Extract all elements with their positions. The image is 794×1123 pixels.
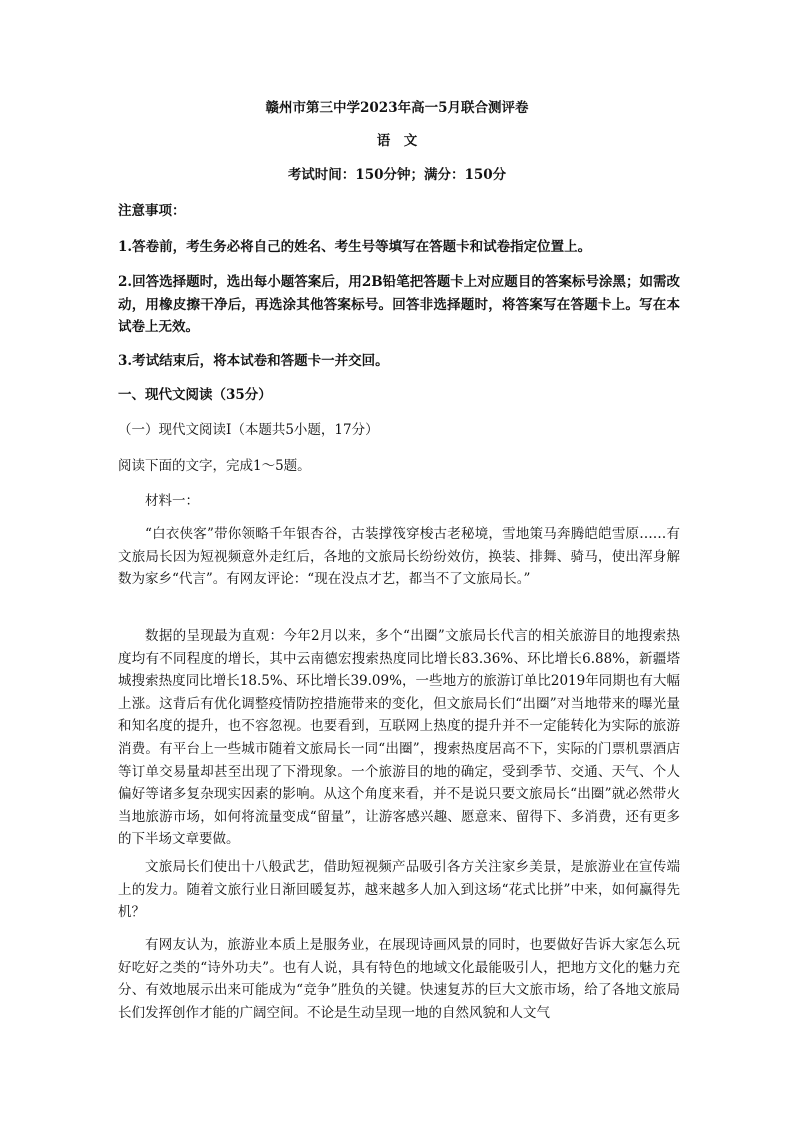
note-item-2: 2.回答选择题时，选出每小题答案后，用2B铅笔把答题卡上对应题目的答案标号涂黑；如需改动，用橡皮擦干净后，再选涂其他答案标号。回答非选择题时，将答案写在答题卡上。写在本试卷上无效。 xyxy=(118,274,680,336)
note-item-3: 3.考试结束后，将本试卷和答题卡一并交回。 xyxy=(118,353,389,369)
notes-heading: 注意事项： xyxy=(118,203,186,219)
subject-title: 语 文 xyxy=(376,133,418,149)
material-paragraph-4: 有网友认为，旅游业本质上是服务业，在展现诗画风景的同时，也要做好告诉大家怎么玩好吃好之类的“诗外功夫”。也有人说，具有特色的地域文化最能吸引人，把地方文化的魅力充分、有效地展示出来可能成为“竞争”胜负的关键。快速复苏的巨大文旅市场，给了各地文旅局长们发挥创作才能的广阔空间。不论是生动呈现一地的自然风貌和人文气 xyxy=(118,937,680,1021)
material-paragraph-3: 文旅局长们使出十八般武艺，借助短视频产品吸引各方关注家乡美景，是旅游业在宣传端上的发力。随着文旅行业日渐回暖复苏，越来越多人加入到这场“花式比拼”中来，如何赢得先机？ xyxy=(118,859,680,921)
material-paragraph-1: “白衣侠客”带你领略千年银杏谷，古装撑筏穿梭古老秘境，雪地策马奔腾皑皑雪原……有文旅局长因为短视频意外走红后，各地的文旅局长纷纷效仿，换装、排舞、骑马，使出浑身解数为家乡“代言”。有网友评论：“现在没点才艺，都当不了文旅局长。” xyxy=(118,526,680,588)
material-label: 材料一： xyxy=(145,493,199,509)
section-heading: 一、现代文阅读（35分） xyxy=(118,387,272,403)
exam-info: 考试时间：150分钟；满分：150分 xyxy=(287,167,507,183)
material-paragraph-2: 数据的呈现最为直观：今年2月以来，多个“出圈”文旅局长代言的相关旅游目的地搜索热度均有不同程度的增长，其中云南德宏搜索热度同比增长83.36%、环比增长6.88%，新疆塔城搜索热度同比增长18.5%、环比增长39.09%，一些地方的旅游订单比2019年同期也有大幅上涨。这背后有优化调整疫情防控措施带来的变化，但文旅局长们“出圈”对当地带来的曝光量和知名度的提升，也不容忽视。也要看到，互联网上热度的提升并不一定能转化为实际的旅游消费。有平台上一些城市随着文旅局长一同“出圈”，搜索热度居高不下，实际的门票机票酒店等订单交易量却甚至出现了下滑现象。一个旅游目的地的确定，受到季节、交通、天气、个人偏好等诸多复杂现实因素的影响。从这个角度来看，并不是说只要文旅局长“出圈”就必然带火当地旅游市场，如何将流量变成“留量”，让游客感兴趣、愿意来、留得下、多消费，还有更多的下半场文章要做。 xyxy=(118,628,680,848)
reading-instruction: 阅读下面的文字，完成1～5题。 xyxy=(118,458,311,474)
note-item-1: 1.答卷前，考生务必将自己的姓名、考生号等填写在答题卡和试卷指定位置上。 xyxy=(118,239,592,255)
section-subheading: （一）现代文阅读Ⅰ（本题共5小题，17分） xyxy=(118,422,379,438)
exam-title: 赣州市第三中学2023年高一5月联合测评卷 xyxy=(265,100,529,116)
